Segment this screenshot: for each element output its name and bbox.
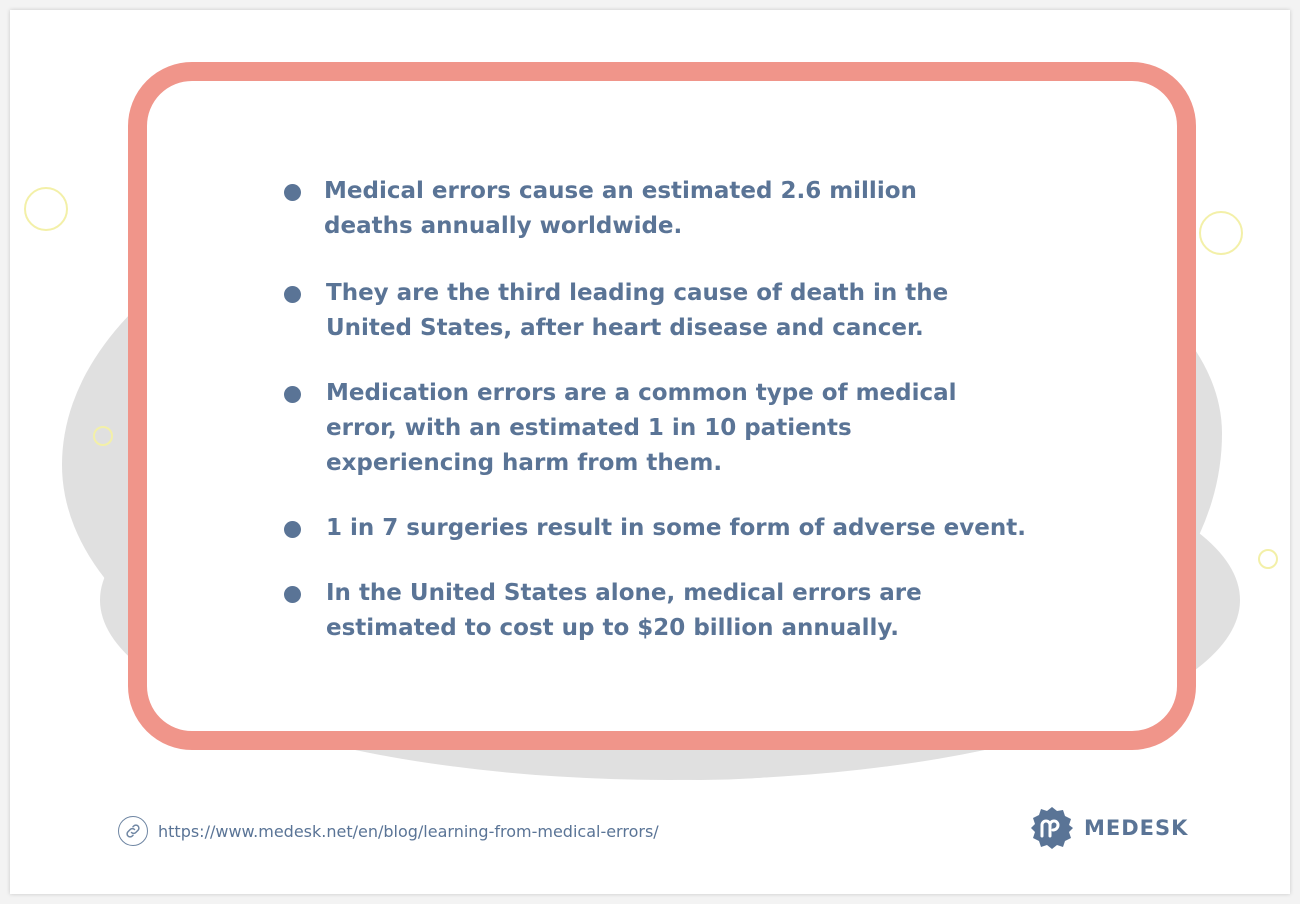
bullet-icon (284, 286, 301, 303)
decorative-ring (24, 187, 68, 231)
fact-text: They are the third leading cause of death in the United States, after heart disease and cancer. (326, 280, 949, 341)
fact-item (280, 276, 1026, 346)
fact-item (280, 174, 1004, 244)
bullet-icon (284, 386, 301, 403)
decorative-ring (1199, 211, 1243, 255)
source-link[interactable] (118, 816, 659, 846)
decorative-ring (1258, 549, 1278, 569)
facts-list (280, 174, 1060, 646)
link-icon (118, 816, 148, 846)
medesk-logo-icon (1030, 806, 1074, 850)
source-url[interactable]: https://www.medesk.net/en/blog/learning-from-medical-errors/ (158, 821, 659, 841)
brand-name: MEDESK (1084, 816, 1189, 840)
fact-text: In the United States alone, medical errors are estimated to cost up to $20 billion annually. (326, 580, 922, 641)
bullet-icon (284, 586, 301, 603)
medesk-logo (1030, 806, 1188, 850)
bullet-icon (284, 521, 301, 538)
fact-text: Medical errors cause an estimated 2.6 million deaths annually worldwide. (324, 178, 917, 239)
decorative-ring (93, 426, 113, 446)
fact-text: 1 in 7 surgeries result in some form of adverse event. (326, 515, 1026, 541)
fact-text: Medication errors are a common type of medical error, with an estimated 1 in 10 patients experiencing harm from them. (326, 380, 957, 476)
bullet-icon (284, 184, 301, 201)
fact-item (280, 376, 1026, 481)
fact-item (280, 576, 1056, 646)
fact-item (280, 511, 1066, 546)
